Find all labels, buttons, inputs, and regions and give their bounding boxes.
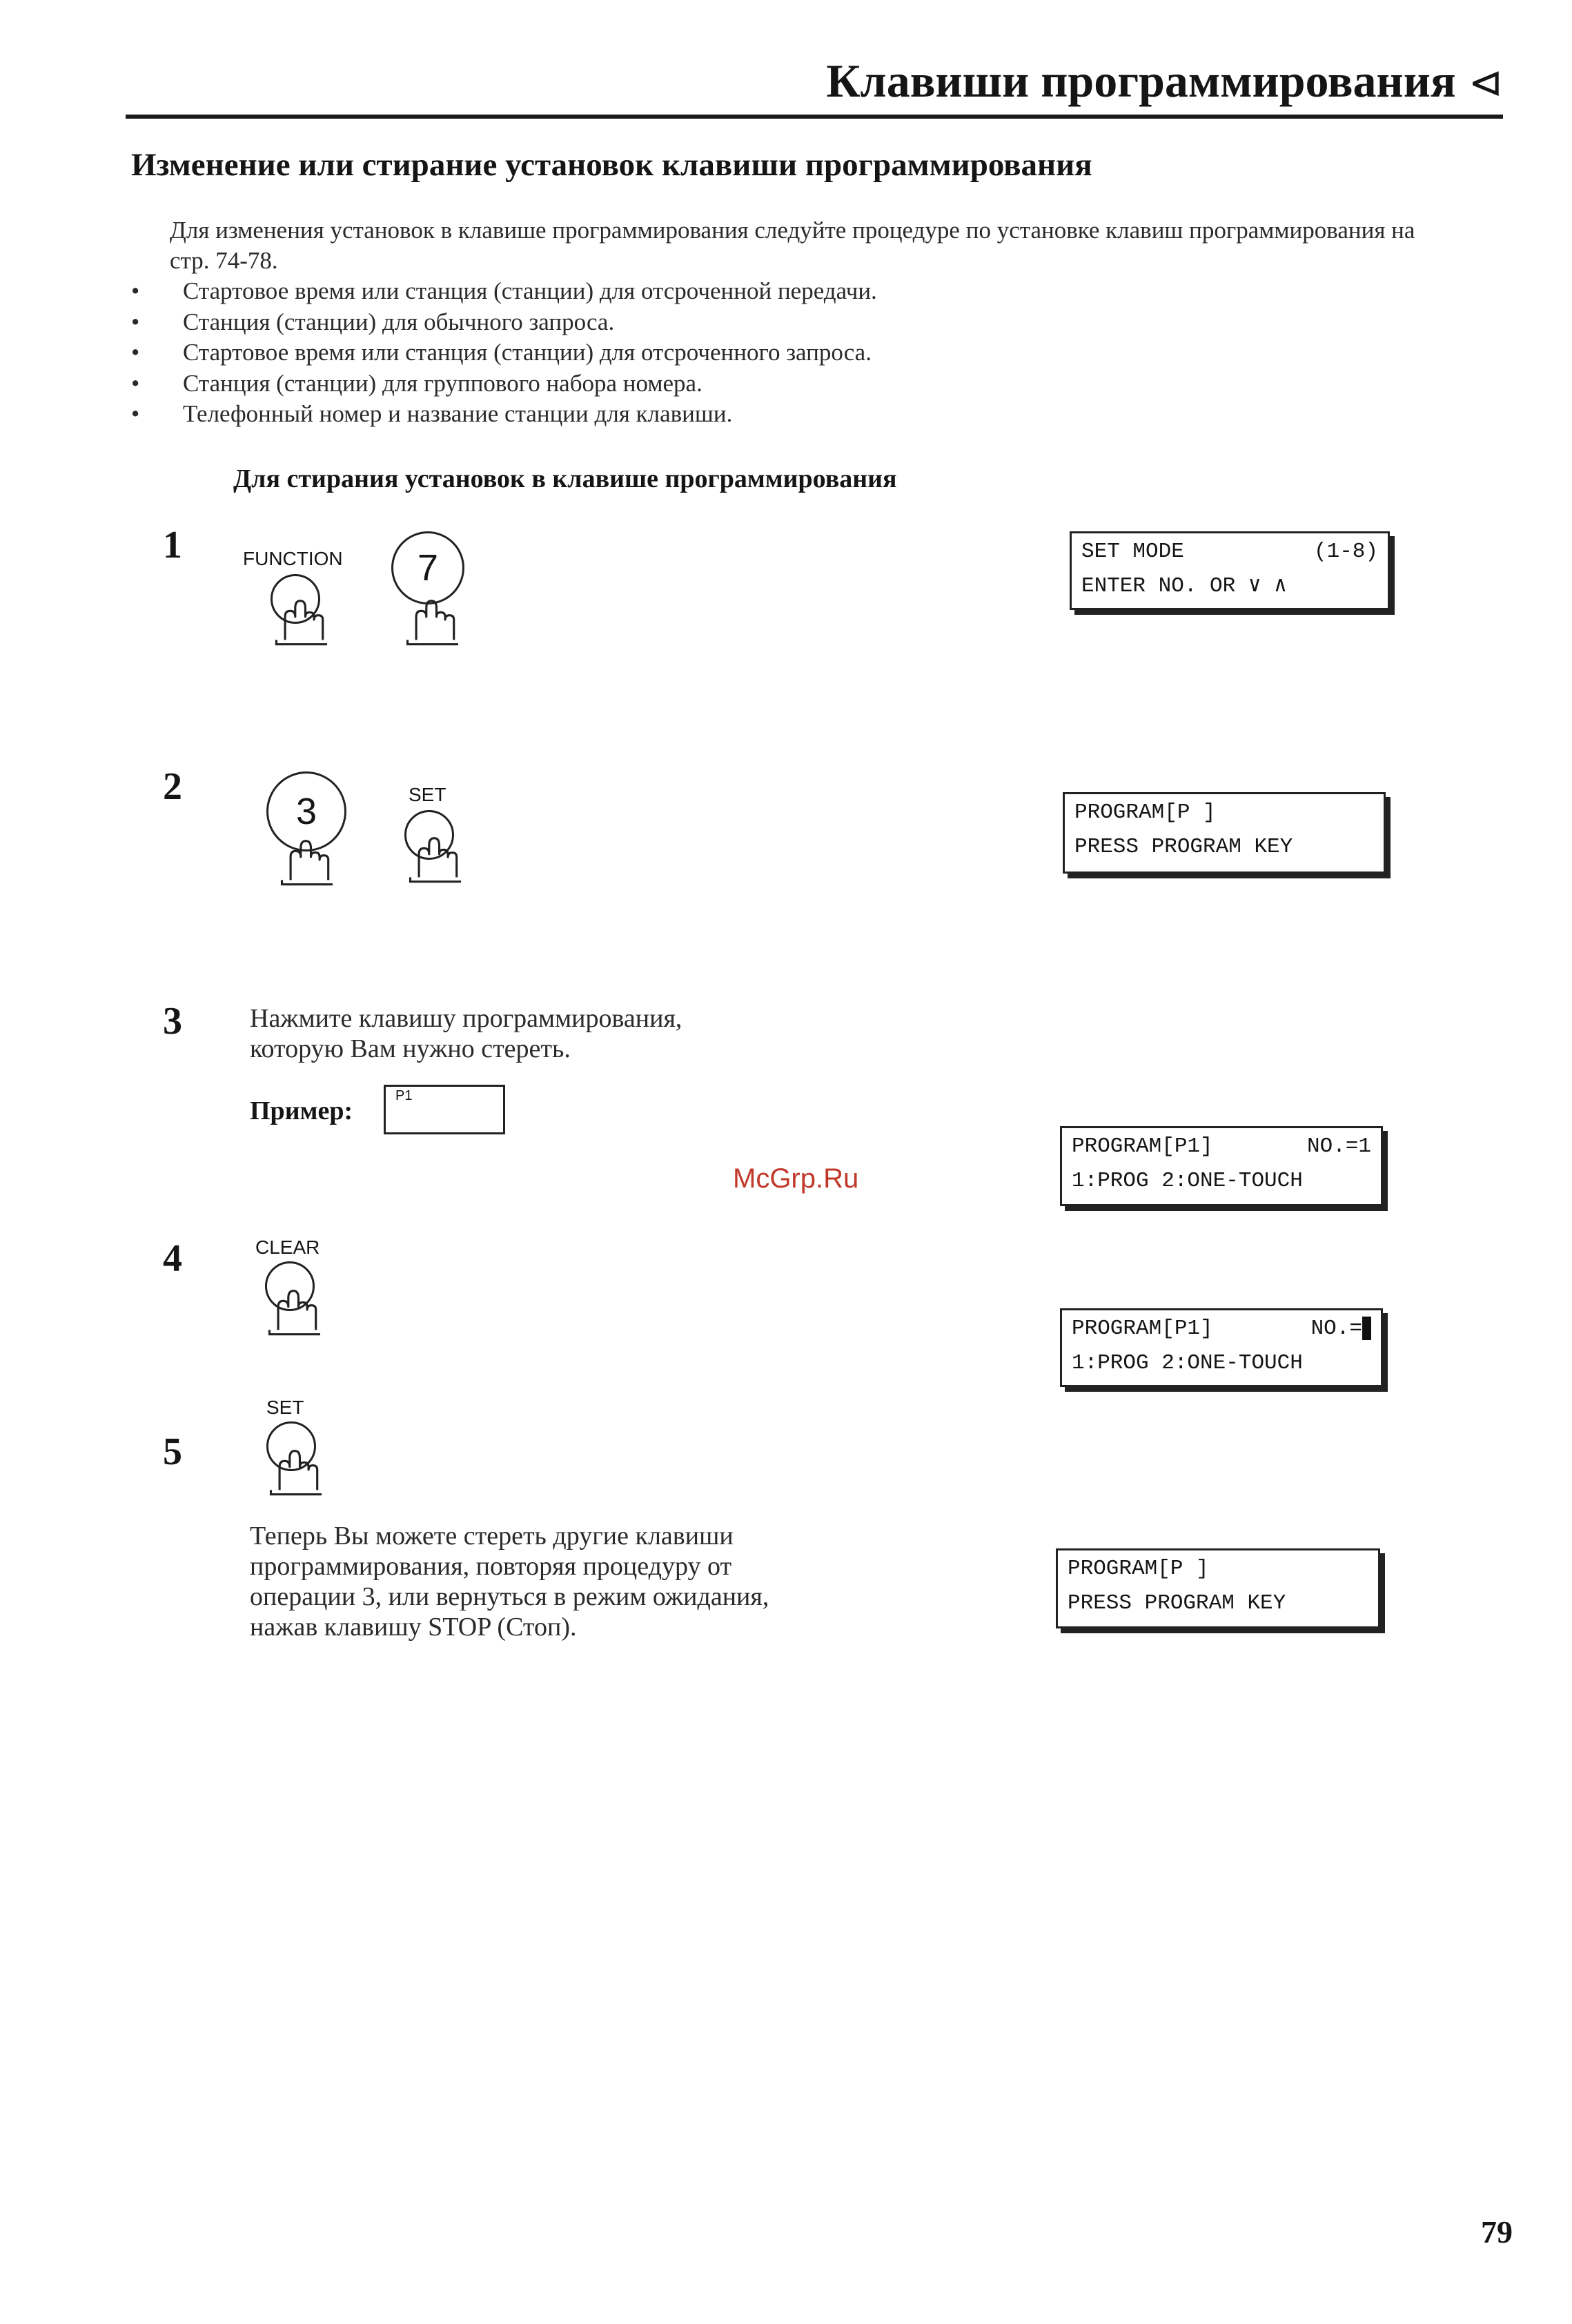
key-7-button: 7: [391, 531, 464, 604]
lcd-display: PROGRAM[P ] PRESS PROGRAM KEY: [1063, 792, 1386, 874]
page-number: 79: [1481, 2214, 1513, 2249]
finger-press-icon: [400, 595, 458, 646]
clear-key-label: CLEAR: [255, 1237, 320, 1258]
finger-press-icon: [403, 832, 461, 883]
example-label: Пример:: [250, 1096, 353, 1125]
section-title: Изменение или стирание установок клавиши программирования: [131, 147, 1092, 183]
program-key-p1: P1: [384, 1085, 505, 1134]
intro-paragraph: Для изменения установок в клавише программирования следуйте процедуре по установке клавиш программирования на стр. 74-78.: [170, 217, 1415, 274]
function-key-label: FUNCTION: [243, 548, 343, 569]
finger-press-icon: [262, 1285, 320, 1336]
list-item: • Стартовое время или станция (станции) для отсроченного запроса.: [131, 337, 877, 368]
header-arrow-icon: ⊲: [1468, 60, 1503, 106]
finger-press-icon: [275, 835, 333, 886]
finger-press-icon: [264, 1445, 322, 1496]
list-item: • Станция (станции) для группового набора номера.: [131, 368, 877, 400]
step-number: 3: [163, 1000, 182, 1043]
list-item: • Телефонный номер и название станции для клавиши.: [131, 399, 877, 430]
cursor-block: [1362, 1317, 1371, 1340]
step-number: 1: [163, 524, 182, 567]
watermark: McGrp.Ru: [733, 1163, 859, 1194]
subheading: Для стирания установок в клавише программирования: [233, 464, 897, 493]
step-number: 5: [163, 1430, 182, 1473]
set-key-label: SET: [266, 1397, 304, 1418]
header-divider: [126, 115, 1503, 119]
lcd-display: SET MODE (1-8) ENTER NO. OR ∨ ∧: [1070, 531, 1390, 610]
page-header-title: Клавиши программирования ⊲: [826, 55, 1503, 107]
lcd-display: PROGRAM[P1] NO.= 1:PROG 2:ONE-TOUCH: [1060, 1308, 1383, 1387]
set-key-label: SET: [409, 784, 446, 805]
step-5-text: Теперь Вы можете стереть другие клавиши программирования, повторяя процедуру от операции 3, или вернуться в режим ожидания, нажав клавишу STOP (Стоп).: [250, 1522, 769, 1642]
lcd-display: PROGRAM[P ] PRESS PROGRAM KEY: [1056, 1548, 1380, 1628]
step-number: 4: [163, 1237, 182, 1280]
step-number: 2: [163, 765, 182, 808]
key-3-button: 3: [266, 771, 346, 851]
bullet-list: [131, 276, 877, 430]
lcd-display: PROGRAM[P1] NO.=1 1:PROG 2:ONE-TOUCH: [1060, 1126, 1383, 1206]
finger-press-icon: [269, 595, 327, 646]
step-3-text: Нажмите клавишу программирования, которую Вам нужно стереть.: [250, 1004, 682, 1063]
list-item: • Станция (станции) для обычного запроса.: [131, 307, 877, 338]
list-item: • Стартовое время или станция (станции) для отсроченной передачи.: [131, 276, 877, 307]
